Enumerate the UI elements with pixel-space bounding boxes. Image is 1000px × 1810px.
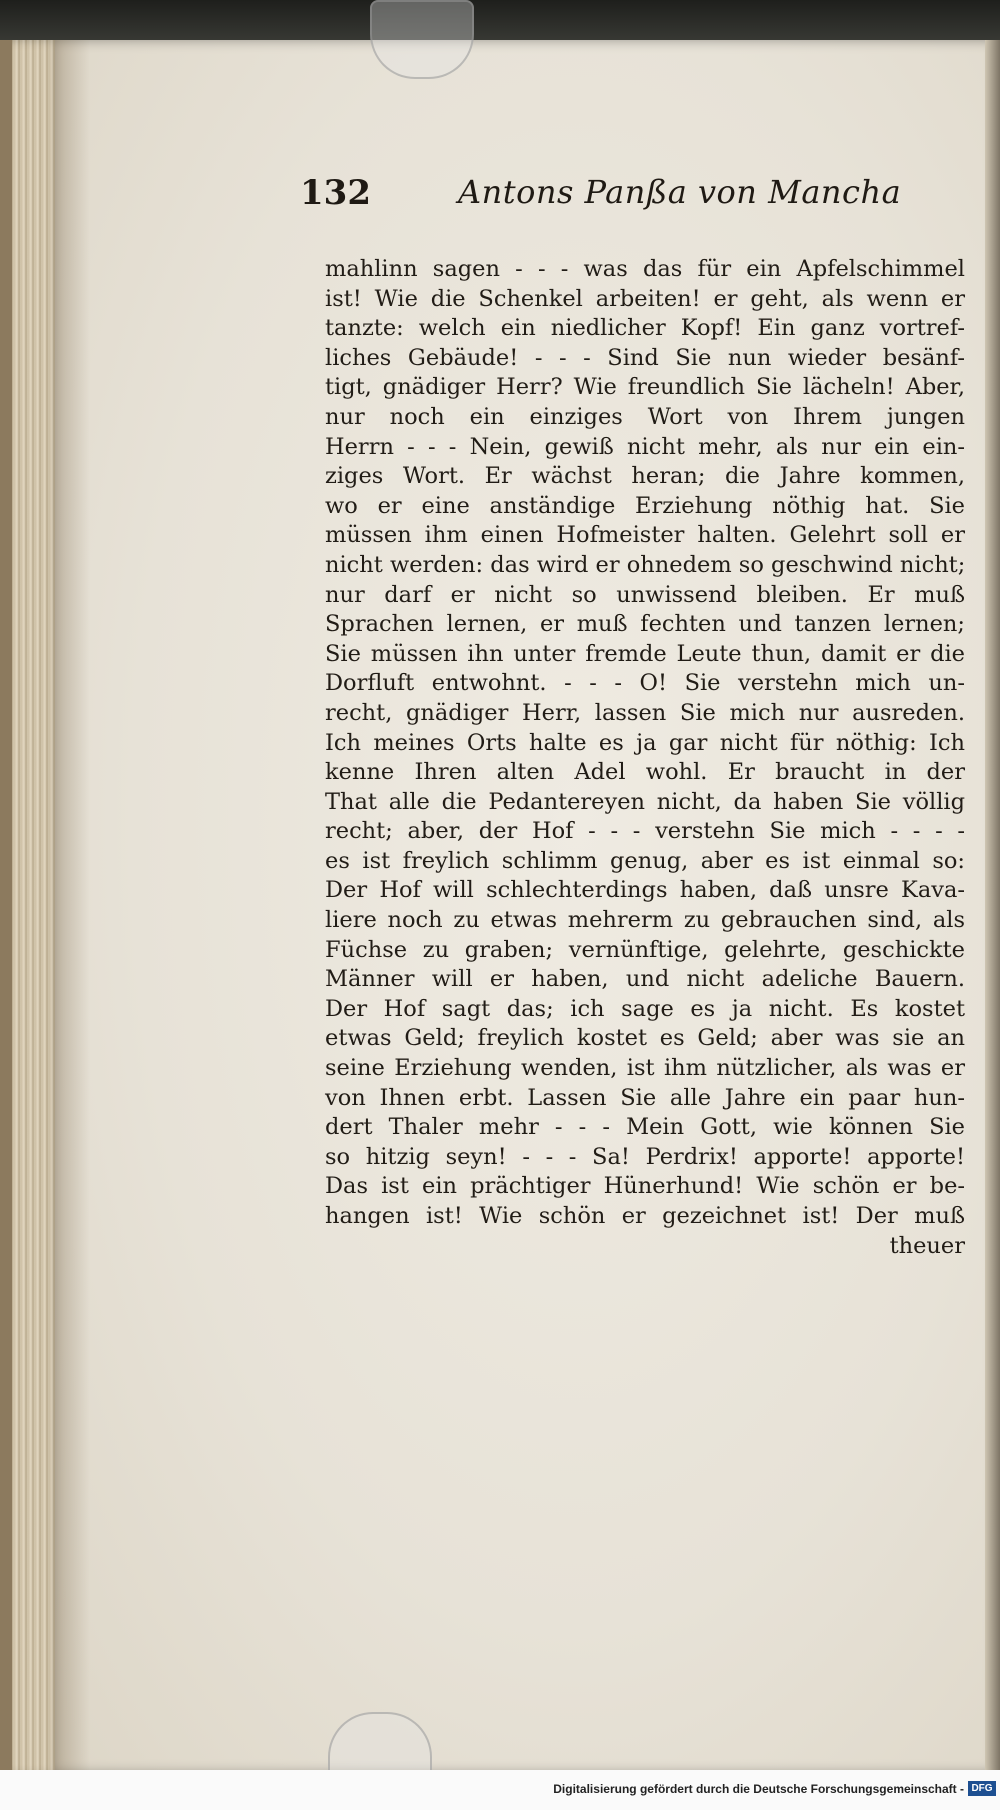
text-line: wo er eine anständige Erziehung nöthig hat. Sie <box>325 492 965 519</box>
text-line: mahlinn sagen - - - was das für ein Apfelschimmel <box>325 256 965 282</box>
page-number: 132 <box>300 173 371 213</box>
text-line: etwas Geld; freylich kostet es Geld; aber was sie an <box>325 1025 965 1052</box>
text-line: nur darf er nicht so unwissend bleiben. Er muß <box>325 581 965 608</box>
text-line: That alle die Pedantereyen nicht, da haben Sie völlig <box>325 788 965 815</box>
text-line: nur noch ein einziges Wort von Ihrem jungen <box>325 403 965 430</box>
text-line: ist! Wie die Schenkel arbeiten! er geht, als wenn er <box>325 285 965 312</box>
text-line: ziges Wort. Er wächst heran; die Jahre kommen, <box>325 463 965 490</box>
page-header <box>300 173 970 223</box>
text-line: nicht werden: das wird er ohnedem so geschwind nicht; <box>325 551 966 578</box>
text-line: seine Erziehung wenden, ist ihm nützlicher, als was er <box>325 1055 965 1082</box>
text-line: dert Thaler mehr - - - Mein Gott, wie können Sie <box>325 1114 965 1141</box>
funding-credit: Digitalisierung gefördert durch die Deutsche Forschungsgemeinschaft - <box>553 1782 964 1796</box>
text-line: hangen ist! Wie schön er gezeichnet ist! Der muß <box>325 1203 965 1229</box>
text-line: Der Hof will schlechterdings haben, daß unsre Kava- <box>325 877 965 904</box>
text-line: Sprachen lernen, er muß fechten und tanzen lernen; <box>325 611 965 638</box>
dfg-logo: DFG <box>968 1781 996 1796</box>
text-line: von Ihnen erbt. Lassen Sie alle Jahre ein paar hun- <box>325 1084 965 1111</box>
text-line: kenne Ihren alten Adel wohl. Er braucht in der <box>325 759 965 786</box>
running-title: Antons Panßa von Mancha <box>458 173 902 211</box>
text-line: Dorfluft entwohnt. - - - O! Sie verstehn mich un- <box>325 670 965 697</box>
page-right-edge <box>985 40 1000 1775</box>
book-binding <box>0 40 12 1775</box>
page-clip-top <box>370 0 474 79</box>
text-line: Männer will er haben, und nicht adeliche Bauern. <box>325 966 965 993</box>
text-line: recht; aber, der Hof - - - verstehn Sie mich - - - - <box>325 818 965 845</box>
text-line: Der Hof sagt das; ich sage es ja nicht. Es kostet <box>325 995 965 1022</box>
text-line: müssen ihm einen Hofmeister halten. Gelehrt soll er <box>325 522 965 549</box>
text-line: Füchse zu graben; vernünftige, gelehrte, geschickte <box>325 936 965 963</box>
text-line: tanzte: welch ein niedlicher Kopf! Ein ganz vortref- <box>325 315 965 342</box>
text-line: Herrn - - - Nein, gewiß nicht mehr, als nur ein ein- <box>325 433 965 460</box>
text-line: Das ist ein prächtiger Hünerhund! Wie schön er be- <box>325 1173 965 1200</box>
scanner-top-band <box>0 0 1000 45</box>
text-line: tigt, gnädiger Herr? Wie freundlich Sie lächeln! Aber, <box>325 374 965 401</box>
text-line: es ist freylich schlimm genug, aber es ist einmal so: <box>325 847 965 874</box>
text-line: Sie müssen ihn unter fremde Leute thun, damit er die <box>325 640 965 667</box>
digitization-footer <box>0 1774 1000 1810</box>
body-text <box>325 255 965 1261</box>
text-line: Ich meines Orts halte es ja gar nicht für nöthig: Ich <box>325 729 965 756</box>
text-line: liere noch zu etwas mehrerm zu gebrauchen sind, als <box>325 907 965 934</box>
catchword: theuer <box>889 1232 965 1259</box>
text-line: recht, gnädiger Herr, lassen Sie mich nur ausreden. <box>325 699 965 726</box>
text-line: liches Gebäude! - - - Sind Sie nun wieder besänf- <box>325 344 965 371</box>
text-line: so hitzig seyn! - - - Sa! Perdrix! apporte! apporte! <box>325 1143 965 1170</box>
